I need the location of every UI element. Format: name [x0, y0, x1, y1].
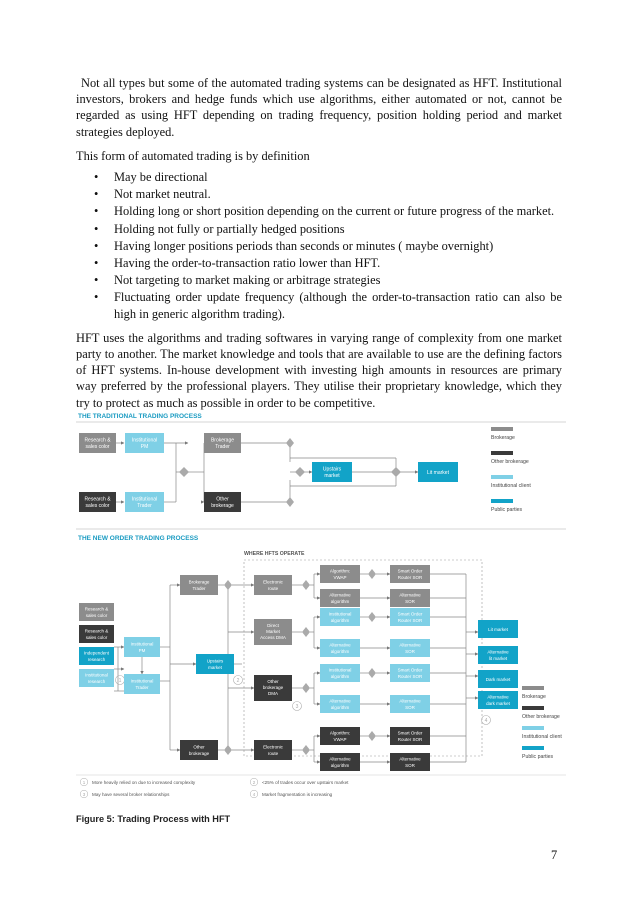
svg-text:brokerage: brokerage	[188, 751, 210, 756]
svg-text:sales color: sales color	[85, 503, 110, 509]
svg-text:Institutional: Institutional	[131, 496, 158, 503]
note-marker-3-number: 3	[295, 704, 299, 710]
svg-text:Institutional: Institutional	[328, 667, 352, 673]
svg-text:Trader: Trader	[215, 444, 230, 450]
svg-text:Institutional: Institutional	[85, 672, 108, 678]
bullet-item: • Holding not fully or partially hedged positions	[76, 221, 562, 237]
svg-text:VWAP: VWAP	[333, 575, 347, 580]
new-box-direct-market-access	[254, 619, 292, 645]
legend-label-other-brokerage: Other brokerage	[491, 459, 529, 465]
legend-label-brokerage: Brokerage	[522, 694, 546, 700]
svg-text:Electronic: Electronic	[263, 579, 283, 585]
svg-text:Brokerage: Brokerage	[188, 579, 210, 585]
svg-text:PM: PM	[140, 444, 149, 450]
legend-swatch-institutional	[522, 726, 544, 730]
bullet-item: • Holding long or short position depending on the current or future progress of the market.	[76, 203, 562, 219]
svg-text:Router SOR: Router SOR	[397, 618, 423, 623]
legend-swatch-brokerage	[491, 427, 513, 431]
svg-text:Independent: Independent	[83, 650, 110, 656]
note-marker-2-number: 2	[236, 678, 240, 684]
legend-swatch-other-brokerage	[491, 451, 513, 455]
svg-text:Lit market: Lit market	[427, 470, 449, 476]
legend-swatch-other-brokerage	[522, 706, 544, 710]
bullet-item: • Having longer positions periods than seconds or minutes ( maybe overnight)	[76, 238, 562, 254]
svg-text:market: market	[324, 473, 340, 479]
svg-text:Market fragmentation is increa: Market fragmentation is increasing	[262, 792, 333, 797]
traditional-legend	[491, 427, 531, 513]
svg-text:route: route	[267, 751, 279, 756]
new-box-institutional-trader	[124, 674, 160, 694]
svg-text:sales color: sales color	[85, 613, 108, 618]
new-box-independent-research	[79, 647, 114, 665]
svg-text:Upstairs: Upstairs	[206, 658, 224, 664]
svg-text:SOR: SOR	[405, 705, 415, 710]
new-box-other-brokerage	[180, 740, 218, 760]
new-box-alternative-algorithm-top	[320, 589, 360, 607]
new-box-research-2	[79, 625, 114, 643]
legend-swatch-public	[522, 746, 544, 750]
svg-text:Lit market: Lit market	[488, 627, 508, 632]
traditional-process-title: THE TRADITIONAL TRADING PROCESS	[78, 413, 202, 420]
new-box-institutional-algorithm-2	[320, 664, 360, 682]
svg-text:More heavily relied on due to: More heavily relied on due to increased complexity	[92, 780, 196, 785]
svg-text:Alternative: Alternative	[399, 756, 421, 762]
new-box-other-brokerage-dma	[254, 675, 292, 701]
body-text	[76, 75, 562, 411]
figure-caption: Figure 5: Trading Process with HFT	[76, 814, 231, 824]
svg-text:algorithm: algorithm	[330, 763, 350, 768]
svg-text:research: research	[87, 657, 106, 662]
svg-text:SOR: SOR	[405, 763, 415, 768]
svg-text:Research &: Research &	[84, 628, 109, 634]
figure-note-3	[80, 790, 170, 798]
svg-text:route: route	[267, 586, 279, 591]
svg-text:Smart Order: Smart Order	[397, 667, 423, 673]
svg-text:DMA: DMA	[268, 691, 278, 696]
note-marker-1-number: 1	[118, 678, 122, 684]
new-box-institutional-algorithm-1	[320, 608, 360, 626]
svg-text:Trader: Trader	[135, 685, 149, 690]
new-box-dark-market	[478, 670, 518, 688]
svg-text:Smart Order: Smart Order	[397, 730, 423, 736]
paragraph-hft-designation: Not all types but some of the automated trading systems can be designated as HFT. Institutional investors, brokers and hedge funds which use algorithms, either automated or not, cannot be regarded as using HFT depending on trading frequency, position holding period and market strategies deployed.	[76, 76, 562, 139]
svg-text:Access DMA: Access DMA	[260, 635, 286, 640]
svg-text:Institutional: Institutional	[130, 678, 154, 684]
legend-label-institutional: Institutional client	[491, 483, 531, 489]
trad-box-research-top	[79, 433, 116, 453]
svg-text:Market: Market	[266, 629, 280, 634]
svg-text:Alternative: Alternative	[399, 698, 421, 704]
svg-text:sales color: sales color	[85, 444, 110, 450]
new-box-electronic-route-bottom	[254, 740, 292, 760]
figure-note-1	[80, 778, 196, 786]
svg-text:algorithm: algorithm	[330, 705, 350, 710]
new-box-alternative-sor-2	[390, 639, 430, 657]
svg-text:Alternative: Alternative	[399, 642, 421, 648]
svg-text:Algorithm:: Algorithm:	[329, 730, 351, 736]
svg-text:Other: Other	[267, 679, 279, 684]
new-box-electronic-route-top	[254, 575, 292, 595]
new-box-algorithm-vwap-top	[320, 565, 360, 583]
trad-box-research-bottom	[79, 492, 116, 512]
new-legend	[522, 686, 562, 760]
trad-box-other-brokerage	[204, 492, 241, 512]
bullet-item: • Not targeting to market making or arbitrage strategies	[76, 272, 562, 288]
svg-text:Smart Order: Smart Order	[397, 568, 423, 574]
svg-text:Institutional: Institutional	[130, 641, 154, 647]
figure-note-4	[250, 790, 332, 798]
figure-note-2	[250, 778, 349, 786]
new-box-institutional-pm	[124, 637, 160, 657]
page-number: 7	[551, 848, 558, 862]
svg-text:VWAP: VWAP	[333, 737, 347, 742]
svg-text:SOR: SOR	[405, 649, 415, 654]
svg-text:Institutional: Institutional	[328, 611, 352, 617]
svg-text:research: research	[87, 679, 106, 684]
svg-text:2: 2	[252, 780, 256, 785]
paragraph-hft-algorithms: HFT uses the algorithms and trading softwares in varying range of complexity from one market party to another. The market knowledge and tools that are available to use are the defining factors of HFT systems. In-house development with investing high amounts in resources are primary way preferred by the professional players. They utilise their proprietary knowledge, which they try to protect as much as possible in order to be competitive.	[76, 330, 562, 410]
legend-label-public: Public parties	[522, 754, 554, 760]
svg-text:3: 3	[82, 792, 86, 797]
trad-box-upstairs-market	[312, 462, 352, 482]
svg-text:Alternative: Alternative	[329, 642, 351, 648]
svg-text:Research &: Research &	[84, 606, 109, 612]
new-box-sor-1	[390, 565, 430, 583]
svg-text:May have several broker relati: May have several broker relationships	[92, 792, 170, 797]
new-box-sor-2	[390, 608, 430, 626]
note-marker-4-number: 4	[484, 718, 488, 724]
svg-text:Alternative: Alternative	[487, 694, 509, 700]
svg-text:Other: Other	[216, 496, 229, 503]
new-box-alternative-lit-market	[478, 646, 518, 664]
svg-text:Dark market: Dark market	[485, 677, 511, 682]
svg-text:algorithm: algorithm	[330, 649, 350, 654]
svg-text:<25% of trades occur over upst: <25% of trades occur over upstairs market	[262, 780, 349, 785]
new-process-title: THE NEW ORDER TRADING PROCESS	[78, 535, 199, 542]
new-box-alternative-sor-1	[390, 589, 430, 607]
new-box-algorithm-vwap-bottom	[320, 727, 360, 745]
new-box-alternative-algorithm-1	[320, 639, 360, 657]
svg-text:algorithm: algorithm	[330, 599, 350, 604]
legend-swatch-public	[491, 499, 513, 503]
svg-text:market: market	[208, 665, 222, 670]
svg-text:dark market: dark market	[486, 701, 510, 706]
svg-text:Smart Order: Smart Order	[397, 611, 423, 617]
new-box-sor-4	[390, 727, 430, 745]
svg-text:Electronic: Electronic	[263, 744, 283, 750]
svg-text:Upstairs: Upstairs	[322, 466, 342, 473]
where-hfts-operate-label: WHERE HFTS OPERATE	[244, 551, 305, 557]
svg-text:Other: Other	[193, 744, 205, 750]
legend-label-brokerage: Brokerage	[491, 435, 515, 441]
svg-text:algorithm: algorithm	[330, 618, 350, 623]
new-box-alternative-sor-4	[390, 753, 430, 771]
bullet-item: • Not market neutral.	[76, 186, 562, 202]
svg-text:Alternative: Alternative	[329, 698, 351, 704]
svg-text:Institutional: Institutional	[131, 437, 158, 444]
svg-text:4: 4	[252, 792, 256, 797]
svg-text:1: 1	[82, 780, 86, 785]
new-box-alternative-algorithm-bottom	[320, 753, 360, 771]
new-box-research-1	[79, 603, 114, 621]
legend-label-other-brokerage: Other brokerage	[522, 714, 560, 720]
svg-text:Algorithm:: Algorithm:	[329, 568, 351, 574]
paragraph-definition-intro: This form of automated trading is by definition	[76, 148, 310, 163]
svg-text:Research &: Research &	[84, 437, 111, 444]
new-box-lit-market	[478, 620, 518, 638]
new-box-sor-3	[390, 664, 430, 682]
new-box-upstairs-market	[196, 654, 234, 674]
svg-text:lit market: lit market	[488, 656, 508, 661]
svg-text:sales color: sales color	[85, 635, 108, 640]
svg-text:Trader: Trader	[192, 586, 206, 591]
svg-text:Alternative: Alternative	[399, 592, 421, 598]
svg-text:Alternative: Alternative	[329, 756, 351, 762]
legend-swatch-brokerage	[522, 686, 544, 690]
svg-text:Trader: Trader	[137, 503, 152, 509]
svg-text:SOR: SOR	[405, 599, 415, 604]
trad-box-institutional-pm	[125, 433, 164, 453]
trad-box-institutional-trader	[125, 492, 164, 512]
legend-swatch-institutional	[491, 475, 513, 479]
svg-text:Alternative: Alternative	[487, 649, 509, 655]
bullet-item: • Having the order-to-transaction ratio lower than HFT.	[76, 255, 562, 271]
legend-label-public: Public parties	[491, 507, 523, 513]
svg-text:Research &: Research &	[84, 496, 111, 503]
svg-text:Router SOR: Router SOR	[397, 575, 423, 580]
bullet-item: • Fluctuating order update frequency (although the order-to-transaction ratio can also be high in generic algorithm trading).	[76, 289, 562, 321]
svg-text:Alternative: Alternative	[329, 592, 351, 598]
svg-text:PM: PM	[138, 648, 146, 653]
new-box-institutional-research	[79, 669, 114, 687]
trading-process-figure	[76, 410, 566, 802]
new-box-alternative-sor-3	[390, 695, 430, 713]
svg-text:Router SOR: Router SOR	[397, 737, 423, 742]
svg-text:Direct: Direct	[267, 623, 279, 628]
svg-text:brokerage: brokerage	[211, 503, 234, 509]
new-box-alternative-algorithm-2	[320, 695, 360, 713]
new-box-alternative-dark-market	[478, 691, 518, 709]
svg-text:brokerage: brokerage	[262, 685, 284, 690]
definition-bullet-list	[76, 169, 562, 322]
svg-text:Router SOR: Router SOR	[397, 674, 423, 679]
new-box-brokerage-trader	[180, 575, 218, 595]
trad-box-brokerage-trader	[204, 433, 241, 453]
legend-label-institutional: Institutional client	[522, 734, 562, 740]
svg-text:algorithm: algorithm	[330, 674, 350, 679]
bullet-item: • May be directional	[76, 169, 562, 185]
svg-text:Brokerage: Brokerage	[210, 437, 235, 444]
trad-box-lit-market	[418, 462, 458, 482]
